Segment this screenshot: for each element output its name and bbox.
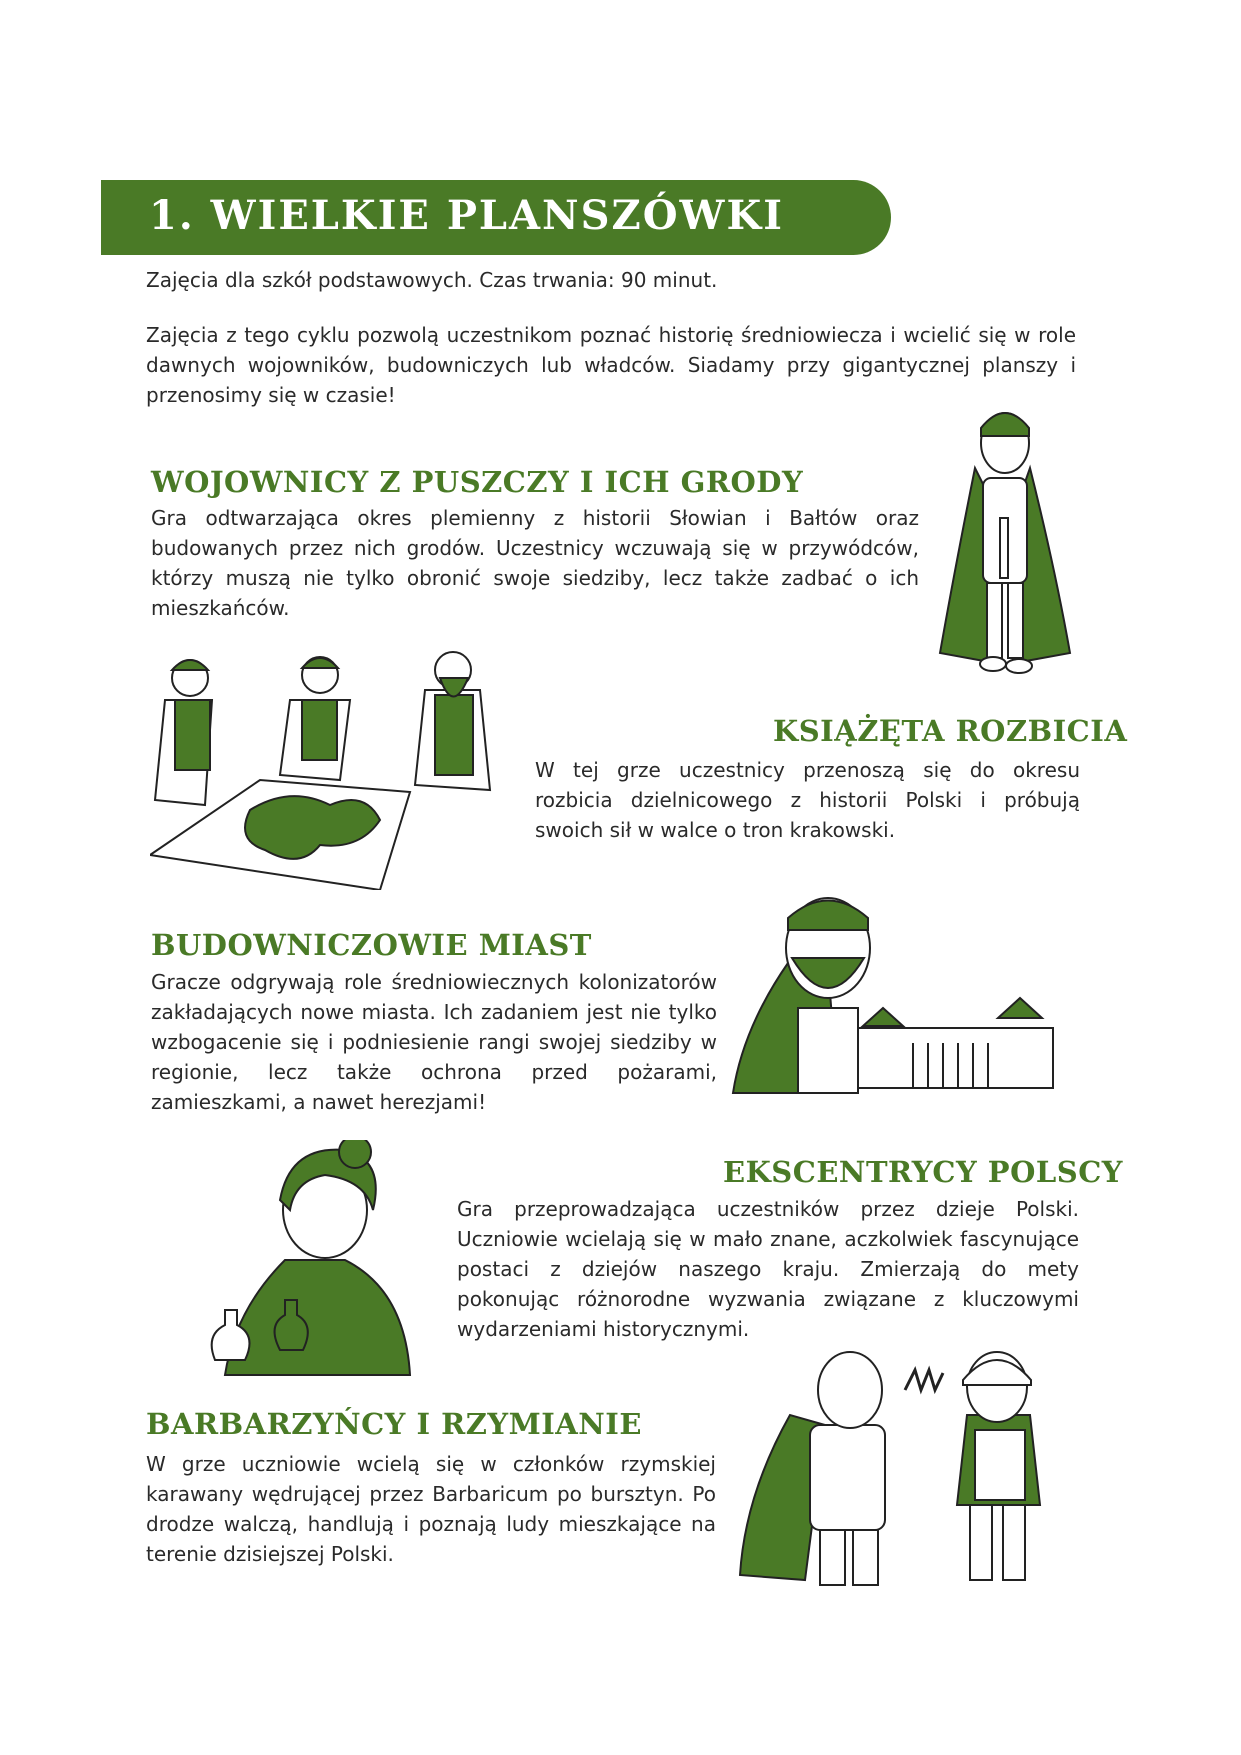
game-description-barbarzyncy: W grze uczniowie wcielą się w członków rzymskiej karawany wędrującej przez Barbaricum po bursztyn. Po drodze walczą, handlują i poznają ludy mieszkające na terenie dzisiejszej Polski. [146,1452,716,1566]
game-title-ekscentrycy: EKSCENTRYCY POLSCY [723,1155,1123,1189]
game-description-ksiazeta: W tej grze uczestnicy przenoszą się do okresu rozbicia dzielnicowego z historii Polski i próbują swoich sił w walce o tron krakowski. [535,758,1080,842]
intro-paragraph: Zajęcia z tego cyklu pozwolą uczestnikom poznać historię średniowiecza i wcielić się w role dawnych wojowników, budowniczych lub władców. Siadamy przy gigantycznej planszy i przenosimy się w czasie! [146,323,1076,407]
page-title: 1. WIELKIE PLANSZÓWKI [149,192,784,239]
game-title-budowniczowie: BUDOWNICZOWIE MIAST [151,928,592,962]
course-meta: Zajęcia dla szkół podstawowych. Czas trwania: 90 minut. [146,268,718,292]
game-description-budowniczowie: Gracze odgrywają role średniowiecznych kolonizatorów zakładających nowe miasta. Ich zadaniem jest nie tylko wzbogacenie się i podniesienie rangi swojej siedziby w regionie, lecz także ochrona przed pożarami, zamieszkami, a nawet herezjami! [151,970,717,1114]
game-title-wojownicy: WOJOWNICY Z PUSZCZY I ICH GRODY [151,465,804,499]
alchemist-illustration [195,1140,415,1380]
game-title-ksiazeta: KSIĄŻĘTA ROZBICIA [773,714,1128,748]
title-banner [101,180,891,255]
nobles-map-illustration [150,640,510,890]
game-description-ekscentrycy: Gra przeprowadzająca uczestników przez dzieje Polski. Uczniowie wcielają się w mało znane, aczkolwiek fascynujące postaci z dziejów naszego kraju. Zmierzają do mety pokonując różnorodne wyzwania związane z kluczowymi wydarzeniami historycznymi. [457,1197,1079,1341]
warrior-illustration [935,398,1075,698]
game-description-wojownicy: Gra odtwarzająca okres plemienny z historii Słowian i Bałtów oraz budowanych przez nich grodów. Uczestnicy wczuwają się w przywódców, którzy muszą nie tylko obronić swoje siedziby, lecz także zadbać o ich mieszkańców. [151,506,919,620]
game-title-barbarzyncy: BARBARZYŃCY I RZYMIANIE [146,1407,642,1441]
builder-city-illustration [728,888,1058,1098]
barbarian-roman-illustration [735,1345,1085,1600]
